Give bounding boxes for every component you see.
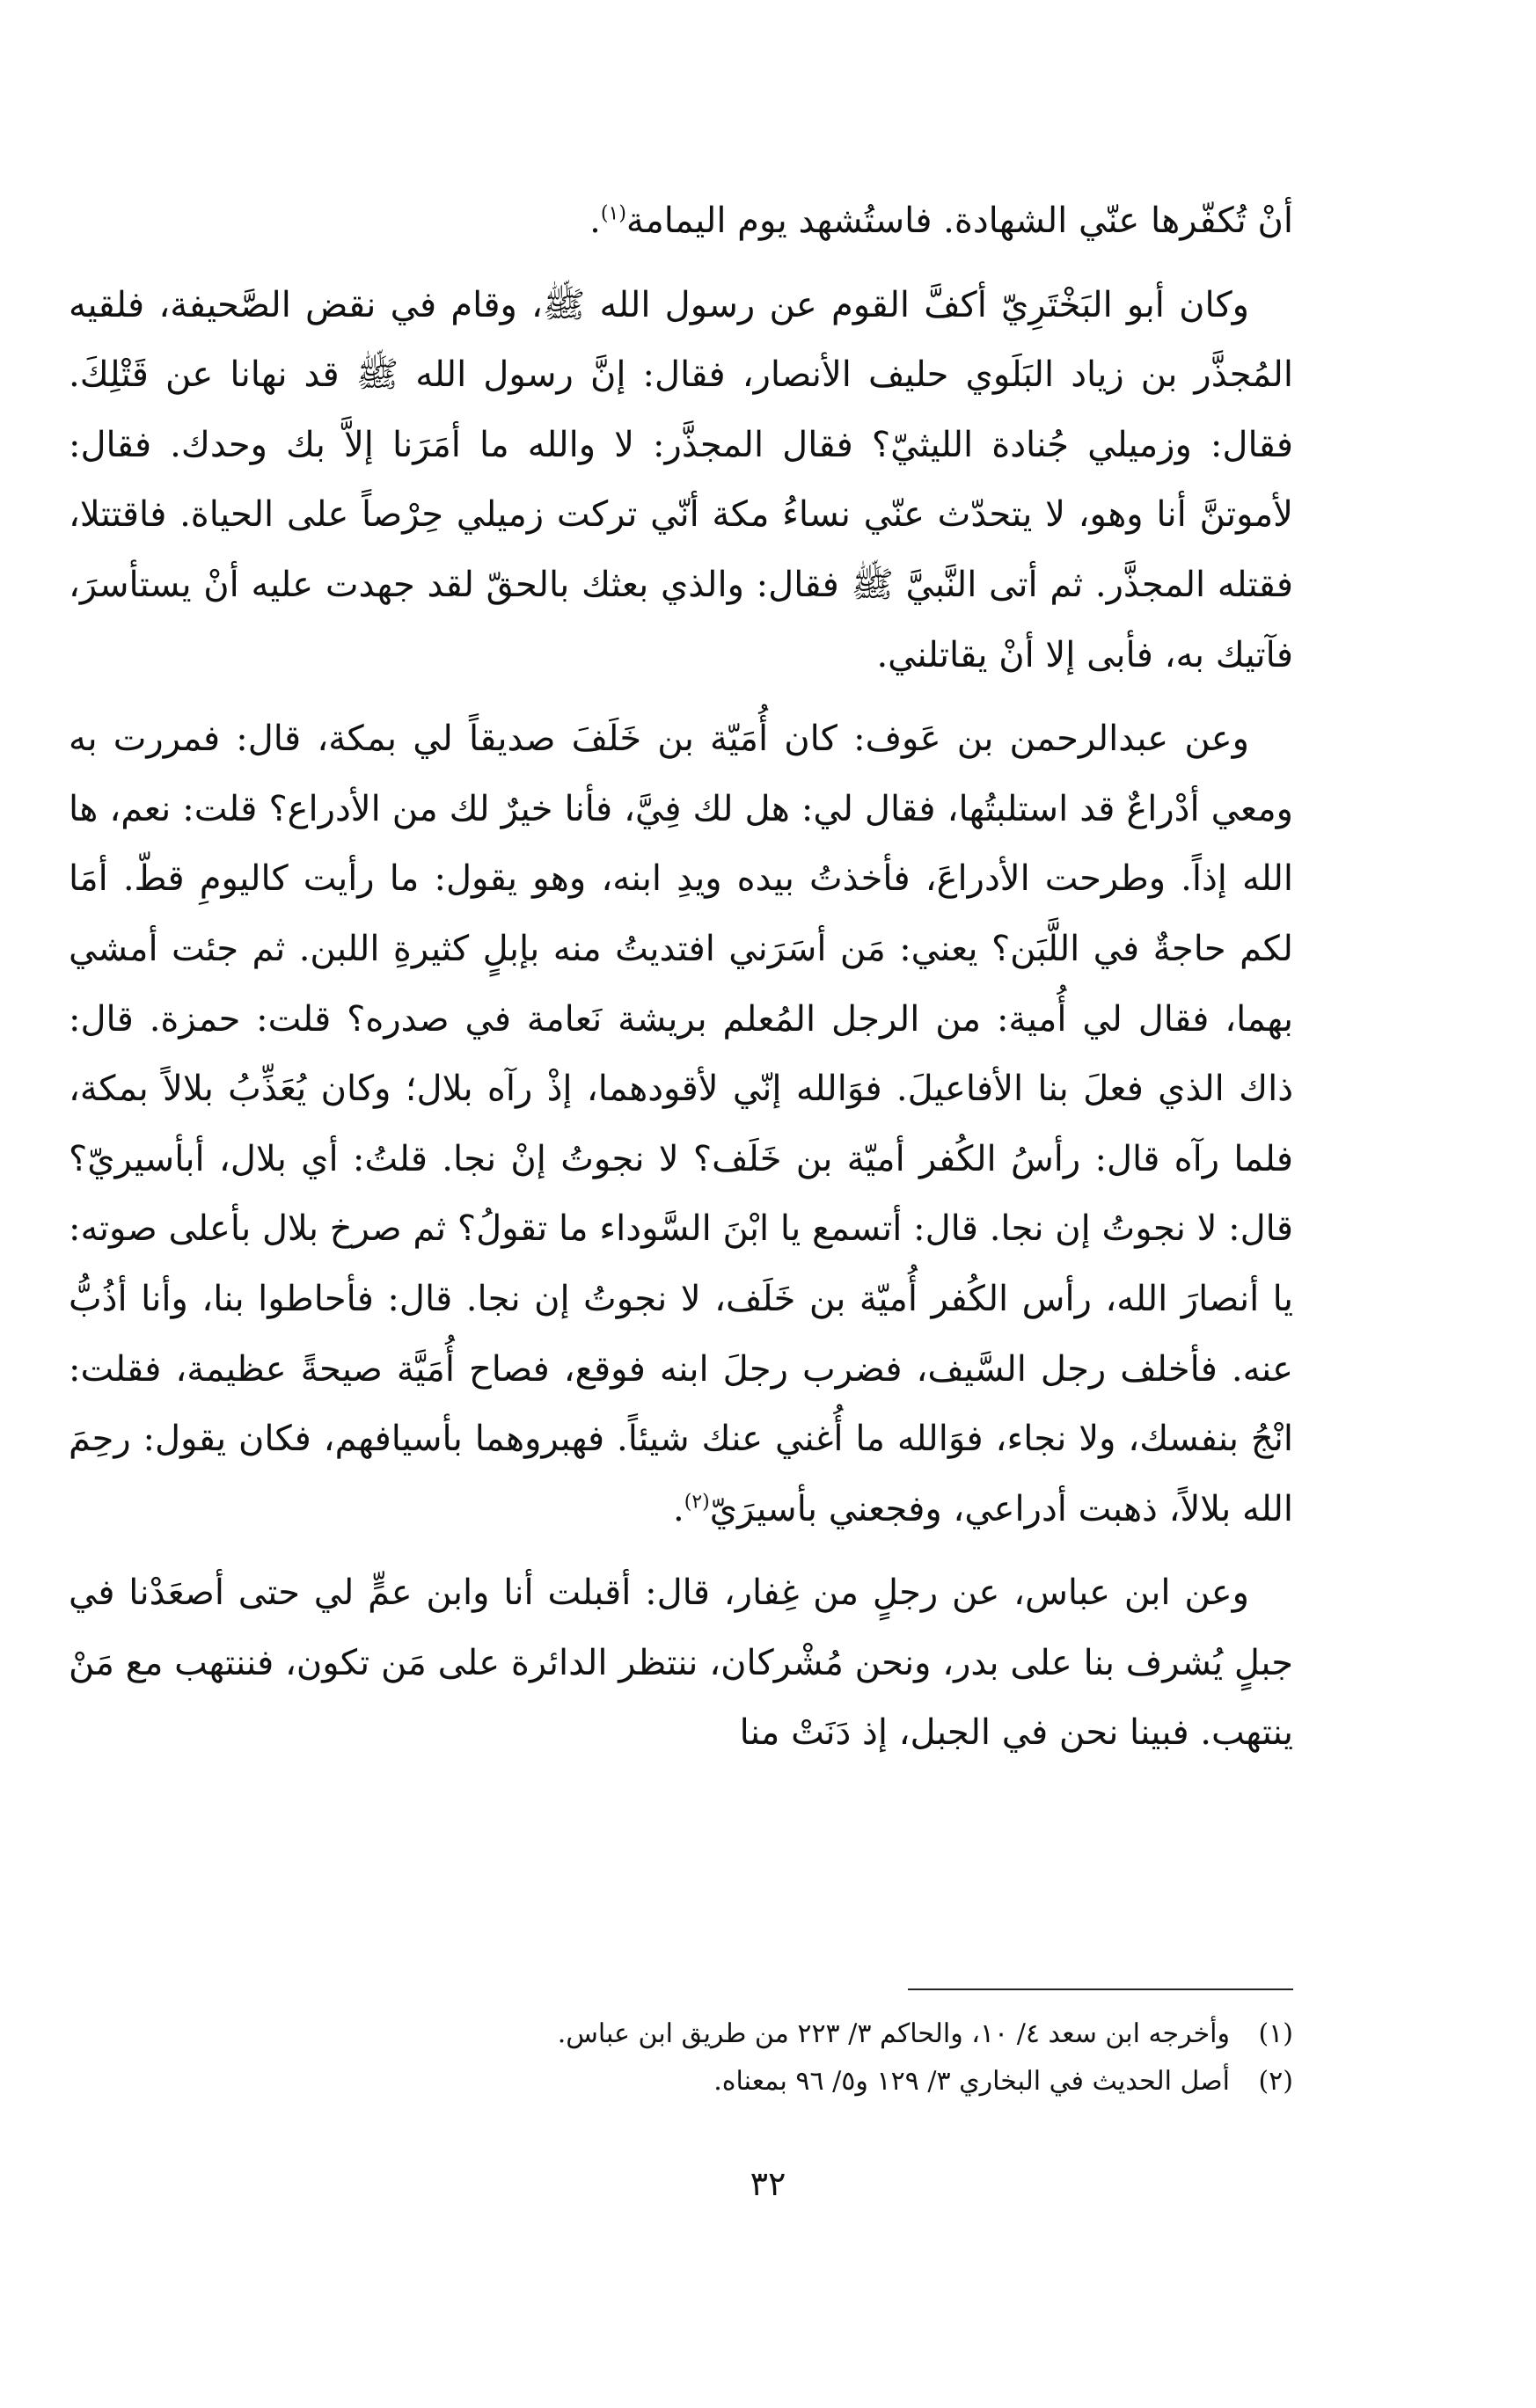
paragraph-1 (69, 186, 1293, 257)
paragraph-2 (69, 271, 1293, 691)
footnotes (69, 2010, 1293, 2105)
paragraph-3-text: وعن عبدالرحمن بن عَوف: كان أُمَيّة بن خَلَفَ صديقاً لي بمكة، قال: فمررت به ومعي أدْراعٌ قد استلبتُها، فقال لي: هل لك فِيَّ، فأنا خيرٌ لك من الأدراع؟ قلت: نعم، ها الله إذاً. وطرحت الأدراعَ، فأخذتُ بيده ويدِ ابنه، وهو يقول: ما رأيت كاليومِ قطّ. أمَا لكم حاجةٌ في اللَّبَن؟ يعني: مَن أسَرَني افتديتُ منه بإبلٍ كثيرةِ اللبن. ثم جئت أمشي بهما، فقال لي أُمية: من الرجل المُعلم بريشة نَعامة في صدره؟ قلت: حمزة. قال: ذاك الذي فعلَ بنا الأفاعيلَ. فوَالله إنّي لأقودهما، إذْ رآه بلال؛ وكان يُعَذِّبُ بلالاً بمكة، فلما رآه قال: رأسُ الكُفر أميّة بن خَلَف؟ لا نجوتُ إنْ نجا. قلتُ: أي بلال، أبأسيريّ؟ قال: لا نجوتُ إن نجا. قال: أتسمع يا ابْنَ السَّوداء ما تقولُ؟ ثم صرخ بلال بأعلى صوته: يا أنصارَ الله، رأس الكُفر أُميّة بن خَلَف، لا نجوتُ إن نجا. قال: فأحاطوا بنا، وأنا أذُبُّ عنه. فأخلف رجل السَّيف، فضرب رجلَ ابنه فوقع، فصاح أُمَيَّة صيحةً عظيمة، فقلت: انْجُ بنفسك، ولا نجاء، فوَالله ما أُغني عنك شيئاً. فهبروهما بأسيافهم، فكان يقول: رحِمَ الله بلالاً، ذهبت أدراعي، وفجعني بأسيرَيّ (69, 719, 1294, 1529)
footnote-divider (908, 1988, 1293, 1990)
page-number: ٣٢ (750, 2164, 786, 2203)
footnote-2 (69, 2058, 1293, 2105)
paragraph-3 (69, 704, 1293, 1544)
footnote-1-text: وأخرجه ابن سعد ٤/ ١٠، والحاكم ٣/ ٢٢٣ من طريق ابن عباس. (557, 2018, 1230, 2049)
paragraph-1-text: أنْ تُكفّرها عنّي الشهادة. فاستُشهد يوم اليمامة (625, 201, 1293, 241)
paragraph-2-text: وكان أبو البَخْتَرِيّ أكفَّ القوم عن رسول الله ﷺ، وقام في نقض الصَّحيفة، فلقيه المُجذَّر بن زياد البَلَوي حليف الأنصار، فقال: إنَّ رسول الله ﷺ قد نهانا عن قَتْلِكَ. فقال: وزميلي جُنادة الليثيّ؟ فقال المجذَّر: لا والله ما أمَرَنا إلاَّ بك وحدك. فقال: لأموتنَّ أنا وهو، لا يتحدّث عنّي نساءُ مكة أنّي تركت زميلي حِرْصاً على الحياة. فاقتتلا، فقتله المجذَّر. ثم أتى النَّبيَّ ﷺ فقال: والذي بعثك بالحقّ لقد جهدت عليه أنْ يستأسرَ، فآتيك به، فأبى إلا أنْ يقاتلني. (69, 284, 1293, 675)
footnote-1-number: (١) (1258, 2018, 1293, 2049)
paragraph-4-text: وعن ابن عباس، عن رجلٍ من غِفار، قال: أقبلت أنا وابن عمٍّ لي حتى أصعَدْنا في جبلٍ يُشرف بنا على بدر، ونحن مُشْركان، ننتظر الدائرة على مَن تكون، فننتهب مع مَنْ ينتهب. فبينا نحن في الجبل، إذ دَنَتْ منا (69, 1572, 1293, 1754)
footnote-2-number: (٢) (1258, 2066, 1293, 2097)
footnote-2-text: أصل الحديث في البخاري ٣/ ١٢٩ و٥/ ٩٦ بمعناه. (713, 2066, 1230, 2097)
paragraph-1-end: . (589, 201, 601, 241)
footnote-reference-1: (١) (600, 202, 626, 225)
main-text (69, 186, 1293, 1769)
footnote-reference-2: (٢) (684, 1491, 710, 1514)
paragraph-4 (69, 1558, 1293, 1769)
footnote-1 (69, 2010, 1293, 2058)
paragraph-3-end: . (673, 1488, 684, 1529)
